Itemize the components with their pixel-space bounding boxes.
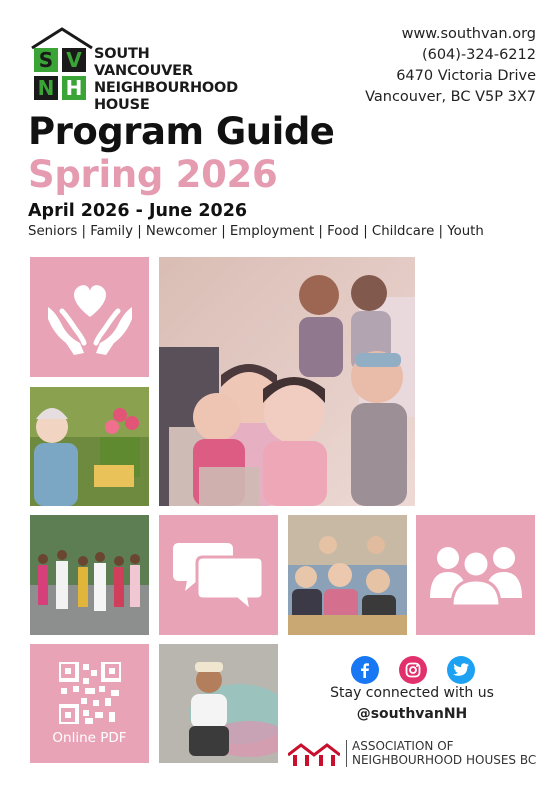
- anh-bc-name: [346, 740, 536, 767]
- page-title: Program Guide: [28, 110, 335, 153]
- chat-bubbles-tile: [159, 515, 278, 635]
- youth-chalk-art-photo: [159, 644, 278, 763]
- online-pdf-label[interactable]: Online PDF: [52, 729, 127, 746]
- org-name-line: NEIGHBOURHOOD: [94, 80, 239, 96]
- online-pdf-qr-tile[interactable]: [30, 644, 149, 763]
- qr-code-icon[interactable]: [59, 662, 121, 724]
- organization-name: [94, 46, 245, 114]
- city-address: Vancouver, BC V5P 3X7: [365, 89, 536, 105]
- website-link[interactable]: www.southvan.org: [401, 26, 536, 42]
- social-media-links: [351, 656, 475, 684]
- people-group-tile: [416, 515, 535, 635]
- heart-hands-icon: [44, 277, 136, 357]
- logo-letter-n: N: [34, 76, 58, 100]
- heart-hands-tile: [30, 257, 149, 377]
- parade-illustration: [30, 515, 149, 635]
- svnh-logo: [30, 26, 245, 113]
- children-group-photo: [159, 257, 415, 506]
- child-flowers-photo: [30, 387, 149, 506]
- logo-letter-grid: [34, 48, 86, 100]
- date-range: April 2026 - June 2026: [28, 201, 248, 221]
- street-address: 6470 Victoria Drive: [396, 68, 536, 84]
- phone-number: (604)-324-6212: [421, 47, 536, 63]
- twitter-icon[interactable]: [447, 656, 475, 684]
- contact-block: [365, 24, 536, 108]
- chat-bubbles-icon: [173, 535, 265, 615]
- child-flowers-illustration: [30, 387, 149, 506]
- seniors-illustration: [288, 515, 407, 635]
- logo-letter-s: S: [34, 48, 58, 72]
- houses-icon: [288, 741, 340, 767]
- youth-chalk-illustration: [159, 644, 278, 763]
- people-group-icon: [428, 542, 524, 608]
- parade-dancers-photo: [30, 515, 149, 635]
- seniors-group-photo: [288, 515, 407, 635]
- instagram-icon[interactable]: [399, 656, 427, 684]
- facebook-icon[interactable]: [351, 656, 379, 684]
- season-title: Spring 2026: [28, 153, 278, 196]
- house-roof-icon: [30, 26, 94, 50]
- org-name-line: SOUTH VANCOUVER: [94, 46, 193, 79]
- anh-line1: ASSOCIATION OF: [352, 739, 454, 753]
- children-photo-illustration: [159, 257, 415, 506]
- anh-line2: NEIGHBOURHOOD HOUSES BC: [352, 752, 537, 767]
- stay-connected-text: Stay connected with us: [330, 685, 494, 701]
- social-handle[interactable]: @southvanNH: [356, 706, 468, 722]
- logo-letter-v: V: [62, 48, 86, 72]
- logo-letter-h: H: [62, 76, 86, 100]
- anh-bc-logo: [288, 740, 538, 768]
- org-name-line: HOUSE: [94, 97, 150, 113]
- program-categories: Seniors | Family | Newcomer | Employment | Food | Childcare | Youth: [28, 224, 484, 239]
